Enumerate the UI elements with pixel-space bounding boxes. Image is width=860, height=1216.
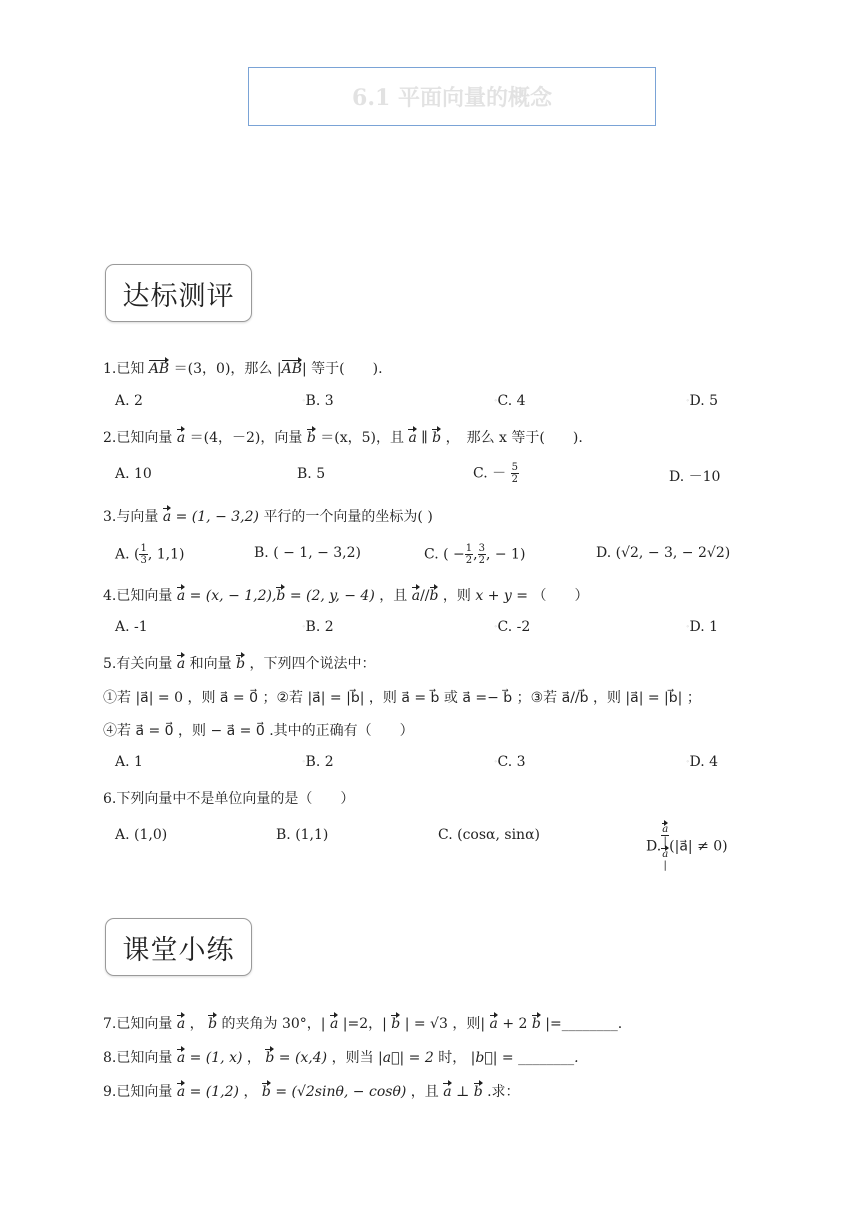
q9-text-e: ，且: [410, 1084, 439, 1100]
q3-option-c-post: , − 1): [485, 546, 526, 563]
question-9: [103, 1081, 520, 1101]
q1-dot-b: ◦: [302, 397, 306, 405]
q1-option-b-label: B. 3: [305, 393, 334, 409]
q5-text-a: 5.有关向量: [103, 656, 173, 672]
q2-fraction: [511, 462, 519, 485]
q7-text-b: ，: [189, 1016, 204, 1032]
q2-vector-b: b: [306, 430, 316, 446]
q7-text-a: 7.已知向量: [103, 1016, 173, 1032]
section-header-2: [105, 918, 252, 976]
q8-vector-a: a: [176, 1050, 186, 1066]
q7-vector-b-2: b: [391, 1016, 401, 1032]
q4-vector-b: b: [276, 588, 286, 604]
q7-text-f: + 2: [502, 1016, 528, 1032]
q4-option-a: A. -1: [115, 619, 148, 635]
q4-dot-d: ◦: [686, 623, 690, 631]
q6-option-d-pre: D.: [646, 838, 662, 855]
q5-option-b-label: B. 2: [305, 754, 334, 770]
q5-vector-a: a: [176, 656, 186, 672]
q5-option-c: [494, 754, 526, 770]
q8-text-b: = (1, x): [189, 1050, 243, 1066]
q2-option-c-label: C. －: [473, 465, 507, 482]
q5-statements-line-1: ①若 |a⃗| = 0 ，则 a⃗ = 0⃗ ；②若 |a⃗| = |b⃗| ，则 a⃗ = b⃗ 或 a⃗ =− b⃗ ；③若 a⃗//b⃗ ，则 |a⃗| = |b⃗| ；: [103, 690, 701, 706]
q4-vector-a-2: a: [411, 588, 421, 604]
q8-text-f: |a⃗| = 2: [378, 1050, 434, 1066]
q7-text-d: |=2，|: [342, 1016, 387, 1032]
q3-option-c: [424, 543, 525, 566]
q3-option-a-fraction: [139, 543, 147, 566]
q6-frac-num-vector: a: [662, 824, 669, 835]
q1-option-c-label: C. 4: [497, 393, 526, 409]
q5-text-c: ，下列四个说法中：: [249, 656, 376, 672]
q8-text-c: ，: [246, 1050, 261, 1066]
section-title-2: 课堂小练: [122, 934, 235, 966]
q4-option-d-label: D. 1: [689, 619, 719, 635]
q2-option-b: B. 5: [297, 466, 326, 482]
q7-vector-a-2: a: [329, 1016, 339, 1032]
q3-option-c-num2: 3: [478, 543, 485, 554]
q3-option-a-num: 1: [140, 543, 147, 554]
q1-option-d: [686, 393, 718, 409]
question-7: [103, 1013, 622, 1033]
q2-text-b: ＝(4，－2)，向量: [189, 430, 303, 446]
q5-text-b: 和向量: [189, 656, 232, 672]
q9-text-b: = (1,2): [189, 1084, 239, 1100]
q1-dot-c: ◦: [494, 397, 498, 405]
page-title: 6.1 平面向量的概念: [352, 85, 552, 111]
question-1: [103, 358, 383, 378]
q1-text-b: ＝(3，0)，那么: [173, 361, 273, 377]
q3-option-c-fraction-2: [478, 543, 486, 566]
title-box: [248, 67, 656, 126]
section-title-1: 达标测评: [122, 280, 235, 312]
q1-text-a: 1.已知: [103, 361, 145, 377]
q2-vector-b-2: b: [432, 430, 442, 446]
q7-text-g: |=________.: [545, 1016, 623, 1032]
q5-option-c-label: C. 3: [497, 754, 526, 770]
q5-statements-line-2: ④若 a⃗ = 0⃗ ，则 − a⃗ = 0⃗ .其中的正确有（ ）: [103, 723, 414, 739]
q6-option-d-fraction: [661, 822, 669, 871]
q9-text-c: ，: [243, 1084, 258, 1100]
q5-vector-b: b: [236, 656, 246, 672]
q8-text-h: |b⃗| = ________.: [470, 1050, 579, 1066]
q2-frac-den: 2: [511, 474, 518, 485]
q4-dot-c: ◦: [494, 623, 498, 631]
q5-option-d: [686, 754, 718, 770]
q5-option-d-label: D. 4: [689, 754, 719, 770]
q6-option-b: B. (1,1): [276, 827, 329, 843]
q2-vector-a-2: a: [408, 430, 417, 446]
q9-text-d: = (√2sinθ, − cosθ): [275, 1084, 407, 1100]
q9-vector-a-2: a: [443, 1084, 452, 1100]
question-2: [103, 427, 583, 447]
q4-option-c-label: C. -2: [497, 619, 531, 635]
section-header-1: [105, 264, 252, 322]
q3-option-a-den: 3: [140, 555, 147, 566]
q3-option-b: B. ( − 1, − 3,2): [254, 545, 361, 561]
q3-option-c-num1: 1: [465, 543, 473, 554]
q7-vector-b-3: b: [531, 1016, 541, 1032]
q2-frac-num: 5: [511, 462, 518, 473]
q1-dot-d: ◦: [686, 397, 690, 405]
q3-option-d: D. (√2, − 3, − 2√2): [596, 545, 731, 561]
q4-text-a: 4.已知向量: [103, 588, 173, 604]
q4-text-d: ，且: [379, 588, 408, 604]
q1-option-b: [302, 393, 334, 409]
q3-option-c-den1: 2: [465, 555, 473, 566]
q3-option-a-post: , 1,1): [147, 546, 185, 563]
q2-option-d: D. －10: [669, 469, 721, 485]
q9-text-f: ⊥: [456, 1084, 470, 1100]
q2-vector-a: a: [176, 430, 186, 446]
q8-text-g: 时，: [438, 1050, 467, 1066]
q2-option-c: [473, 462, 519, 485]
q4-option-c: [494, 619, 530, 635]
q3-option-c-den2: 2: [478, 555, 485, 566]
q4-dot-b: ◦: [302, 623, 306, 631]
q8-text-e: ，则当: [331, 1050, 374, 1066]
q9-vector-a: a: [176, 1084, 186, 1100]
q6-frac-den: | a |: [662, 836, 669, 871]
question-3: [103, 506, 433, 526]
q1-option-c: [494, 393, 526, 409]
q6-option-d: [646, 822, 728, 871]
q4-text-h: （ ）: [532, 588, 589, 604]
q3-option-c-pre: C. ( −: [424, 546, 465, 563]
q7-text-e: | = √3 ，则|: [404, 1016, 486, 1032]
q7-text-c: 的夹角为 30°，|: [221, 1016, 326, 1032]
q3-option-a: [115, 543, 185, 566]
q1-option-a: A. 2: [115, 393, 143, 409]
q4-option-b: [302, 619, 334, 635]
q2-option-a: A. 10: [115, 466, 152, 482]
q8-text-a: 8.已知向量: [103, 1050, 173, 1066]
q1-vector-ab-2: AB: [281, 361, 302, 377]
q2-text-c: ＝(x，5)，且: [320, 430, 404, 446]
q4-vector-b-2: b: [429, 588, 439, 604]
q6-option-a: A. (1,0): [115, 827, 168, 843]
q3-vector-a: a: [162, 509, 172, 525]
q7-vector-a-3: a: [489, 1016, 498, 1032]
q6-option-d-post: (|a⃗| ≠ 0): [669, 838, 728, 855]
q6-option-c: C. (cosα, sinα): [438, 827, 540, 843]
q4-vector-a: a: [176, 588, 186, 604]
q8-text-d: = (x,4): [278, 1050, 328, 1066]
q3-text-b: = (1, − 3,2): [175, 509, 259, 525]
question-5: [103, 653, 376, 673]
q1-option-d-label: D. 5: [689, 393, 719, 409]
q1-vector-ab: AB: [148, 361, 170, 377]
q9-vector-b: b: [261, 1084, 271, 1100]
q3-option-c-fraction-1: [465, 543, 473, 566]
q4-text-b: = (x, − 1,2),: [189, 588, 277, 604]
q7-vector-a: a: [176, 1016, 186, 1032]
q9-vector-b-2: b: [473, 1084, 483, 1100]
q5-dot-d: ◦: [686, 758, 690, 766]
question-4: [103, 585, 588, 605]
q7-vector-b: b: [208, 1016, 218, 1032]
q5-option-b: [302, 754, 334, 770]
q3-option-c-mid: ,: [473, 546, 478, 563]
q4-text-f: ，则: [442, 588, 471, 604]
q3-text-a: 3.与向量: [103, 509, 159, 525]
q5-option-a: A. 1: [115, 754, 143, 770]
q9-text-a: 9.已知向量: [103, 1084, 173, 1100]
question-6: 6.下列向量中不是单位向量的是（ ）: [103, 791, 355, 807]
q4-option-d: [686, 619, 718, 635]
q3-option-a-pre: A. (: [115, 546, 140, 563]
q1-text-c: 等于( ).: [311, 361, 383, 377]
q6-frac-den-vector: a: [662, 849, 669, 860]
q2-text-a: 2.已知向量: [103, 430, 173, 446]
q3-text-c: 平行的一个向量的坐标为( ): [263, 509, 433, 525]
q2-text-e: ， 那么 x 等于( ).: [445, 430, 583, 446]
q9-text-g: .求：: [487, 1084, 520, 1100]
q4-option-b-label: B. 2: [305, 619, 334, 635]
q2-text-d: ∥: [421, 430, 428, 446]
q4-text-g: x + y =: [475, 588, 528, 604]
q5-dot-c: ◦: [494, 758, 498, 766]
q8-vector-b: b: [265, 1050, 275, 1066]
q1-abs-ab: |AB|: [276, 361, 307, 377]
q4-text-e: //: [420, 588, 430, 604]
q5-dot-b: ◦: [302, 758, 306, 766]
q4-text-c: = (2, y, − 4): [289, 588, 375, 604]
question-8: [103, 1047, 579, 1067]
